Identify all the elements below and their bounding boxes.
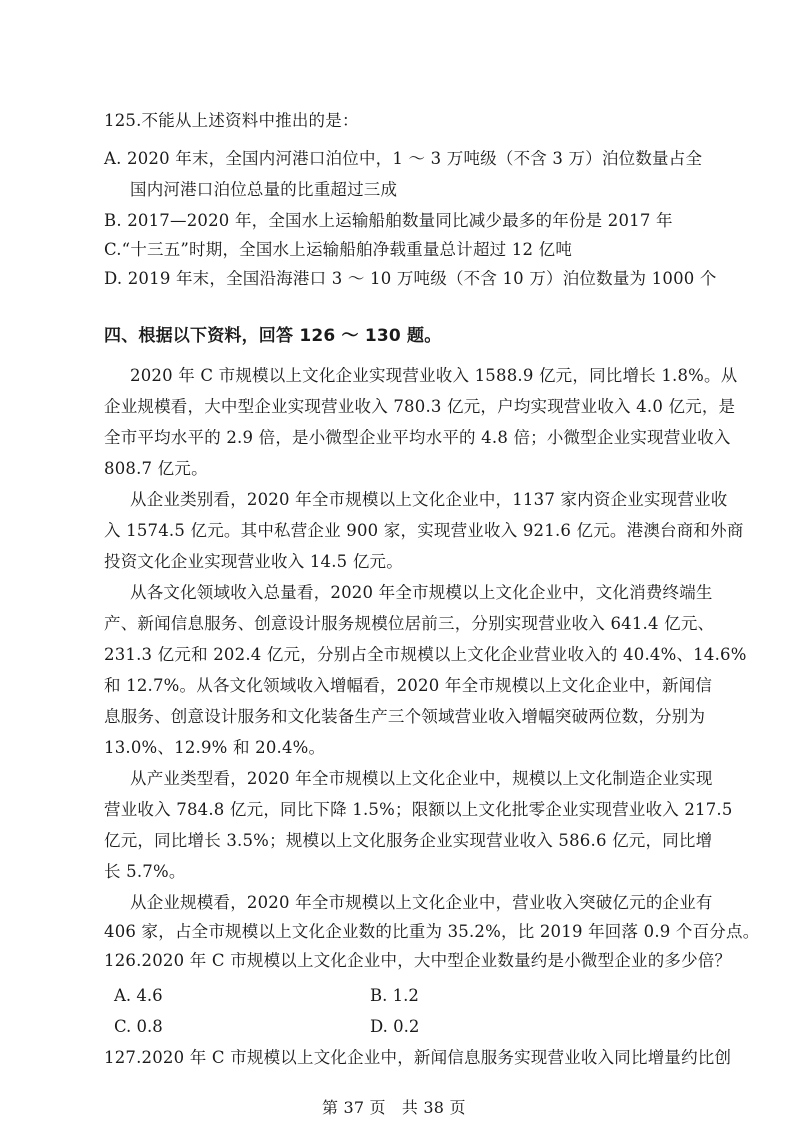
paragraph-3-line: 产、新闻信息服务、创意设计服务规模位居前三，分别实现营业收入 641.4 亿元、 xyxy=(104,614,715,633)
q126-stem: 126.2020 年 C 市规模以上文化企业中，大中型企业数量约是小微型企业的多少倍？ xyxy=(104,951,732,970)
paragraph-4-line: 亿元，同比增长 3.5%；规模以上文化服务企业实现营业收入 586.6 亿元，同比增 xyxy=(104,831,713,850)
paragraph-3-line: 和 12.7%。从各文化领域收入增幅看，2020 年全市规模以上文化企业中，新闻信 xyxy=(104,676,713,695)
q126-option-b: B. 1.2 xyxy=(370,986,419,1005)
paragraph-4-line: 长 5.7%。 xyxy=(104,862,186,881)
paragraph-3-line: 息服务、创意设计服务和文化装备生产三个领域营业收入增幅突破两位数，分别为 xyxy=(104,707,706,726)
paragraph-3-line: 从各文化领域收入总量看，2020 年全市规模以上文化企业中，文化消费终端生 xyxy=(130,583,713,602)
paragraph-5-line: 406 家，占全市规模以上文化企业数的比重为 35.2%，比 2019 年回落 0.9 个百分点。 xyxy=(104,922,760,941)
paragraph-5-line: 从企业规模看，2020 年全市规模以上文化企业中，营业收入突破亿元的企业有 xyxy=(130,893,713,912)
q127-stem: 127.2020 年 C 市规模以上文化企业中，新闻信息服务实现营业收入同比增量约比创 xyxy=(104,1048,732,1067)
paragraph-4-line: 从产业类型看，2020 年全市规模以上文化企业中，规模以上文化制造企业实现 xyxy=(130,769,713,788)
section-heading: 四、根据以下资料，回答 126 ～ 130 题。 xyxy=(104,326,442,346)
q125-option-d: D. 2019 年末，全国沿海港口 3 ～ 10 万吨级（不含 10 万）泊位数量为 1000 个 xyxy=(104,269,717,288)
paragraph-3-line: 13.0%、12.9% 和 20.4%。 xyxy=(104,738,326,757)
paragraph-3-line: 231.3 亿元和 202.4 亿元，分别占全市规模以上文化企业营业收入的 40.4%、14.6% xyxy=(104,645,747,664)
paragraph-1-line: 808.7 亿元。 xyxy=(104,459,208,478)
q126-option-a: A. 4.6 xyxy=(114,986,163,1005)
paragraph-2-line: 从企业类别看，2020 年全市规模以上文化企业中，1137 家内资企业实现营业收 xyxy=(130,490,728,509)
paragraph-1-line: 2020 年 C 市规模以上文化企业实现营业收入 1588.9 亿元，同比增长 1.8%。从 xyxy=(130,366,738,385)
paragraph-2-line: 投资文化企业实现营业收入 14.5 亿元。 xyxy=(104,552,403,571)
paragraph-4-line: 营业收入 784.8 亿元，同比下降 1.5%；限额以上文化批零企业实现营业收入 217.5 xyxy=(104,800,733,819)
q125-option-c: C.“十三五”时期，全国水上运输船舶净载重量总计超过 12 亿吨 xyxy=(104,240,573,259)
q125-stem: 125.不能从上述资料中推出的是： xyxy=(104,111,359,130)
q126-option-c: C. 0.8 xyxy=(114,1017,163,1036)
q125-option-b: B. 2017—2020 年，全国水上运输船舶数量同比减少最多的年份是 2017 年 xyxy=(104,211,673,230)
paragraph-1-line: 企业规模看，大中型企业实现营业收入 780.3 亿元，户均实现营业收入 4.0 亿元，是 xyxy=(104,397,736,416)
page-footer: 第 37 页 共 38 页 xyxy=(322,1098,466,1117)
paragraph-2-line: 入 1574.5 亿元。其中私营企业 900 家，实现营业收入 921.6 亿元。港澳台商和外商 xyxy=(104,521,744,540)
paragraph-1-line: 全市平均水平的 2.9 倍，是小微型企业平均水平的 4.8 倍；小微型企业实现营业收入 xyxy=(104,428,731,447)
q125-option-a-line1: A. 2020 年末，全国内河港口泊位中，1 ～ 3 万吨级（不含 3 万）泊位数量占全 xyxy=(104,149,703,168)
q125-option-a-line2: 国内河港口泊位总量的比重超过三成 xyxy=(130,180,398,199)
q126-option-d: D. 0.2 xyxy=(370,1017,420,1036)
